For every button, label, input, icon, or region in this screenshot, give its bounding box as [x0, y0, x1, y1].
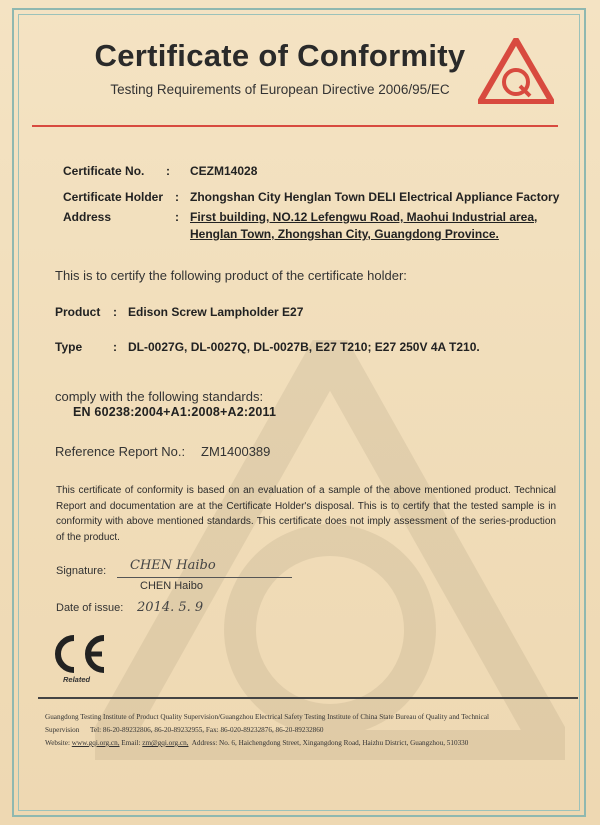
- footer-website-link[interactable]: www.gqi.org.cn,: [71, 739, 120, 747]
- signatory-name: CHEN Haibo: [140, 580, 203, 592]
- footer-address-line: [45, 739, 575, 747]
- disclaimer-paragraph: This certificate of conformity is based on an evaluation of a sample of the above mentioned product. Technical Report and documentation are at the Certificate Holder's disposal. This is to certify that the tested sample is in conformity with above mentioned standards. This certificate does not imply assessment of the series-production of the product.: [56, 485, 556, 543]
- certificate-title: Certificate of Conformity: [94, 38, 466, 73]
- ce-mark-icon: [50, 632, 110, 676]
- footer-website-label: Website:: [45, 739, 70, 747]
- standard-value: EN 60238:2004+A1:2008+A2:2011: [73, 405, 277, 419]
- type-label: Type: [55, 340, 83, 354]
- certificate-no-value: CEZM14028: [190, 164, 258, 178]
- signature-line: [117, 577, 292, 578]
- address-line-2: Henglan Town, Zhongshan City, Guangdong Province.: [190, 227, 499, 241]
- certify-statement: This is to certify the following product of the certificate holder:: [55, 268, 407, 283]
- address-separator: :: [175, 210, 179, 224]
- product-separator: :: [113, 305, 117, 319]
- reference-report-label: Reference Report No.:: [55, 444, 186, 459]
- reference-report-value: ZM1400389: [201, 444, 271, 459]
- cqc-logo-icon: [478, 38, 554, 104]
- footer-email-label: Email:: [121, 739, 141, 747]
- ce-caption: Related: [63, 675, 91, 684]
- product-value: Edison Screw Lampholder E27: [128, 305, 304, 319]
- address-label: Address: [63, 210, 112, 224]
- footer-supervision-label: Supervision: [45, 726, 80, 734]
- standards-intro: comply with the following standards:: [55, 389, 264, 404]
- handwritten-signature: CHEN Haibo: [130, 558, 216, 573]
- certificate-no-label: Certificate No.: [63, 164, 145, 178]
- certificate-subtitle: Testing Requirements of European Directive 2006/95/EC: [110, 82, 450, 97]
- certificate-holder-value: Zhongshan City Henglan Town DELI Electrical Appliance Factory: [190, 190, 560, 204]
- footer-contact-line: [45, 726, 575, 734]
- footer-phone-fax: Tel: 86-20-89232806, 86-20-89232955, Fax: 86-020-89232876, 86-20-89232860: [90, 726, 324, 734]
- header-divider: [32, 125, 558, 127]
- footer-divider: [38, 697, 578, 699]
- handwritten-issue-date: 2014. 5. 9: [137, 600, 204, 615]
- footer-address: Address: No. 6, Haichengdong Street, Xingangdong Road, Haizhu District, Guangzhou, 510330: [191, 739, 469, 747]
- footer-email-link[interactable]: zm@gqi.org.cn,: [142, 739, 189, 747]
- product-label: Product: [55, 305, 101, 319]
- type-value: DL-0027G, DL-0027Q, DL-0027B, E27 T210; E27 250V 4A T210.: [128, 340, 480, 354]
- date-of-issue-label: Date of issue:: [56, 602, 124, 614]
- address-line-1: First building, NO.12 Lefengwu Road, Maohui Industrial area,: [190, 210, 538, 224]
- type-separator: :: [113, 340, 117, 354]
- certificate-no-separator: :: [166, 164, 170, 178]
- certificate-holder-label: Certificate Holder: [63, 190, 164, 204]
- certificate-holder-separator: :: [175, 190, 179, 204]
- footer-institute-line: Guangdong Testing Institute of Product Quality Supervision/Guangzhou Electrical Safety Testing Institute of China State Bureau of Quality and Technical: [45, 713, 490, 721]
- signature-label: Signature:: [56, 565, 107, 577]
